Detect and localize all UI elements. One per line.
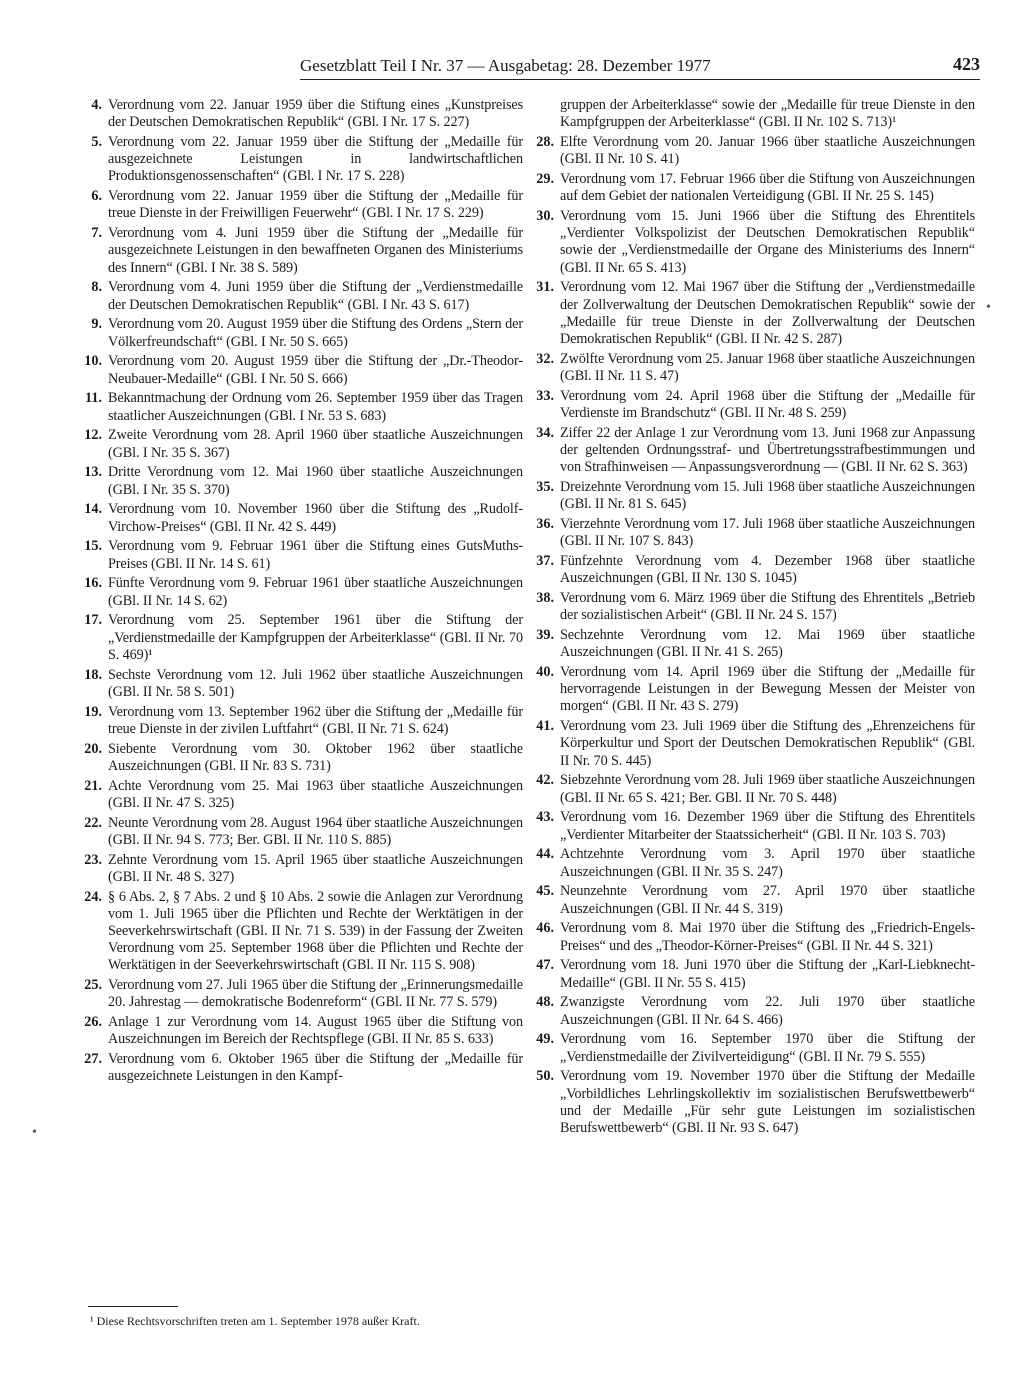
list-item [78,852,523,886]
item-text: Verordnung vom 19. November 1970 über die Stiftung der Medaille „Vorbildliches Lehrlingskollektiv im sozialistischen Berufswettbewerb“ und der Medaille „Für sehr gute Leistungen im sozialistischen Berufswettbewerb“ (GBl. II Nr. 93 S. 647) [560,1068,975,1137]
item-number: 16. [84,575,102,592]
item-text: Elfte Verordnung vom 20. Januar 1966 über staatliche Auszeichnungen (GBl. II Nr. 10 S. 41) [560,134,975,168]
list-item [530,553,975,587]
list-item [530,718,975,770]
right-column [530,97,975,1140]
item-number: 40. [536,664,554,681]
item-text: Verordnung vom 6. März 1969 über die Stiftung des Ehrentitels „Betrieb der sozialistischen Arbeit“ (GBl. II Nr. 24 S. 157) [560,590,975,624]
item-text: Dreizehnte Verordnung vom 15. Juli 1968 über staatliche Auszeichnungen (GBl. II Nr. 81 S. 645) [560,479,975,513]
list-item [78,1051,523,1085]
list-item [530,134,975,168]
item-number: 38. [536,590,554,607]
item-text: Verordnung vom 9. Februar 1961 über die Stiftung eines GutsMuths-Preises (GBl. II Nr. 14 S. 61) [108,538,523,572]
list-item [530,627,975,661]
item-number: 35. [536,479,554,496]
item-number: 48. [536,994,554,1011]
list-item [78,575,523,609]
list-item [78,134,523,186]
list-item [78,188,523,222]
item-text: Verordnung vom 16. Dezember 1969 über die Stiftung des Ehrentitels „Verdienter Mitarbeiter der Staatssicherheit“ (GBl. II Nr. 103 S. 703) [560,809,975,843]
list-item [530,772,975,806]
item-text: Verordnung vom 22. Januar 1959 über die Stiftung eines „Kunstpreises der Deutschen Demokratischen Republik“ (GBl. I Nr. 17 S. 227) [108,97,523,131]
list-item [530,994,975,1028]
item-number: 42. [536,772,554,789]
list-item [78,977,523,1011]
list-item [78,667,523,701]
item-number: 14. [84,501,102,518]
list-item [78,316,523,350]
item-text: Vierzehnte Verordnung vom 17. Juli 1968 über staatliche Auszeichnungen (GBl. II Nr. 107 S. 843) [560,516,975,550]
item-number: 17. [84,612,102,629]
item-text: Verordnung vom 22. Januar 1959 über die Stiftung der „Medaille für treue Dienste in der Freiwilligen Feuerwehr“ (GBl. I Nr. 17 S. 229) [108,188,523,222]
list-item [78,464,523,498]
item-text: Verordnung vom 10. November 1960 über die Stiftung des „Rudolf-Virchow-Preises“ (GBl. II Nr. 42 S. 449) [108,501,523,535]
list-item [530,351,975,385]
item-number: 31. [536,279,554,296]
item-number: 28. [536,134,554,150]
item-text: Verordnung vom 4. Juni 1959 über die Stiftung der „Verdienstmedaille der Deutschen Demokratischen Republik“ (GBl. I Nr. 43 S. 617) [108,279,523,313]
item-number: 6. [91,188,102,205]
item-text: Siebzehnte Verordnung vom 28. Juli 1969 über staatliche Auszeichnungen (GBl. II Nr. 65 S. 421; Ber. GBl. II Nr. 70 S. 448) [560,772,975,806]
item-text: Verordnung vom 4. Juni 1959 über die Stiftung der „Medaille für ausgezeichnete Leistungen in den bewaffneten Organen des Ministeriums des Innern“ (GBl. I Nr. 38 S. 589) [108,225,523,276]
item-number: 41. [536,718,554,735]
continued-entry [530,97,975,131]
item-number: 36. [536,516,554,533]
list-item [530,425,975,477]
list-item [78,501,523,535]
list-item [78,741,523,775]
list-item [78,612,523,664]
item-text: Achte Verordnung vom 25. Mai 1963 über staatliche Auszeichnungen (GBl. II Nr. 47 S. 325) [108,777,523,811]
item-number: 46. [536,920,554,937]
item-number: 15. [84,538,102,555]
list-item [78,538,523,572]
item-number: 24. [84,888,102,905]
item-text: Zehnte Verordnung vom 15. April 1965 über staatliche Auszeichnungen (GBl. II Nr. 48 S. 327) [108,851,523,885]
list-item [530,590,975,624]
item-text: Verordnung vom 25. September 1961 über die Stiftung der „Verdienstmedaille der Kampfgruppen der Arbeiterklasse“ (GBl. II Nr. 70 S. 469)¹ [108,612,523,663]
item-text: Verordnung vom 6. Oktober 1965 über die Stiftung der „Medaille für ausgezeichnete Leistungen in den Kampf- [108,1051,523,1085]
left-column [78,97,523,1088]
item-text: Verordnung vom 23. Juli 1969 über die Stiftung des „Ehrenzeichens für Körperkultur und Sport der Deutschen Demokratischen Republik“ (GBl. II Nr. 70 S. 445) [560,718,975,769]
item-text: Verordnung vom 20. August 1959 über die Stiftung der „Dr.-Theodor-Neubauer-Medaille“ (GBl. I Nr. 50 S. 666) [108,353,523,387]
item-text: Ziffer 22 der Anlage 1 zur Verordnung vom 13. Juni 1968 zur Anpassung der geltenden Ordnungsstraf- und Übertretungsstrafbestimmungen und von Strafhinweisen — Anpassungsverordnung — (GBl. II Nr. 62 S. 363) [560,424,975,476]
list-item [530,920,975,954]
item-number: 7. [91,225,102,242]
item-number: 30. [536,208,554,224]
item-text: Sechzehnte Verordnung vom 12. Mai 1969 über staatliche Auszeichnungen (GBl. II Nr. 41 S. 265) [560,627,975,661]
item-number: 9. [91,316,102,333]
item-number: 26. [84,1014,102,1031]
item-text: Verordnung vom 12. Mai 1967 über die Stiftung der „Verdienstmedaille der Zollverwaltung der Deutschen Demokratischen Republik“ sowie der „Medaille für treue Dienste in der Zollverwaltung der Deutschen Demokratischen Republik“ (GBl. II Nr. 42 S. 287) [560,279,975,348]
list-item [530,1031,975,1065]
list-item [530,664,975,716]
item-number: 25. [84,977,102,994]
item-text: Achtzehnte Verordnung vom 3. April 1970 über staatliche Auszeichnungen (GBl. II Nr. 35 S. 247) [560,846,975,880]
list-item [78,704,523,738]
list-item [530,883,975,917]
list-item [530,516,975,550]
item-text: Verordnung vom 13. September 1962 über die Stiftung der „Medaille für treue Dienste in der zivilen Luftfahrt“ (GBl. II Nr. 71 S. 624) [108,703,523,737]
page-header [300,56,980,80]
item-text: Neunzehnte Verordnung vom 27. April 1970 über staatliche Auszeichnungen (GBl. II Nr. 44 S. 319) [560,883,975,917]
footnote: ¹ Diese Rechtsvorschriften treten am 1. September 1978 außer Kraft. [90,1314,420,1328]
item-text: Sechste Verordnung vom 12. Juli 1962 über staatliche Auszeichnungen (GBl. II Nr. 58 S. 501) [108,666,523,700]
item-number: 27. [84,1051,102,1068]
item-text: Zwanzigste Verordnung vom 22. Juli 1970 über staatliche Auszeichnungen (GBl. II Nr. 64 S. 466) [560,994,975,1028]
list-item [530,208,975,277]
item-number: 19. [84,703,102,720]
list-item [78,1014,523,1048]
header-title: Gesetzblatt Teil I Nr. 37 — Ausgabetag: 28. Dezember 1977 [300,56,711,75]
item-number: 47. [536,957,554,974]
item-number: 12. [84,427,102,444]
item-text: Verordnung vom 15. Juni 1966 über die Stiftung des Ehrentitels „Verdienter Volkspolizist der Deutschen Demokratischen Republik“ sowie der „Verdienstmedaille der Organe des Ministeriums des Innern“ (GBl. II Nr. 65 S. 413) [560,208,975,276]
item-number: 50. [536,1068,554,1085]
list-item [530,846,975,880]
list-item [78,225,523,277]
item-number: 23. [84,851,102,868]
item-number: 32. [536,350,554,367]
item-number: 29. [536,171,554,187]
item-number: 43. [536,809,554,826]
item-number: 22. [84,814,102,831]
item-text: § 6 Abs. 2, § 7 Abs. 2 und § 10 Abs. 2 sowie die Anlagen zur Verordnung vom 1. Juli 1965 über die Pflichten und Rechte der Werktätigen in der Seeverkehrswirtschaft (GBl. II Nr. 71 S. 539) in der Fassung der Zweiten Verordnung vom 25. September 1968 über die Pflichten und Rechte der Werktätigen in der Seeverkehrswirtschaft (GBl. II Nr. 115 S. 908) [108,888,523,974]
item-number: 20. [84,740,102,757]
header-rule [300,79,980,80]
item-number: 13. [84,464,102,481]
item-text: Verordnung vom 27. Juli 1965 über die Stiftung der „Erinnerungsmedaille 20. Jahrestag — demokratische Bodenreform“ (GBl. II Nr. 77 S. 579) [108,977,523,1011]
item-number: 39. [536,627,554,644]
item-text: Verordnung vom 16. September 1970 über die Stiftung der „Verdienstmedaille der Zivilverteidigung“ (GBl. II Nr. 79 S. 555) [560,1031,975,1065]
item-number: 45. [536,883,554,900]
list-item [78,427,523,461]
item-text: Verordnung vom 8. Mai 1970 über die Stiftung des „Friedrich-Engels-Preises“ und des „Theodor-Körner-Preises“ (GBl. II Nr. 44 S. 321) [560,920,975,954]
continued-entry-text: gruppen der Arbeiterklasse“ sowie der „Medaille für treue Dienste in den Kampfgruppen der Arbeiterklasse“ (GBl. II Nr. 102 S. 713)¹ [560,97,975,131]
item-number: 44. [536,846,554,863]
list-item [78,778,523,812]
item-text: Siebente Verordnung vom 30. Oktober 1962 über staatliche Auszeichnungen (GBl. II Nr. 83 S. 731) [108,740,523,774]
item-number: 11. [85,390,102,407]
item-text: Verordnung vom 18. Juni 1970 über die Stiftung der „Karl-Liebknecht-Medaille“ (GBl. II Nr. 55 S. 415) [560,957,975,991]
item-text: Bekanntmachung der Ordnung vom 26. September 1959 über das Tragen staatlicher Auszeichnungen (GBl. I Nr. 53 S. 683) [108,390,523,424]
list-item [78,815,523,849]
item-text: Verordnung vom 17. Februar 1966 über die Stiftung von Auszeichnungen auf dem Gebiet der nationalen Verteidigung (GBl. II Nr. 25 S. 145) [560,171,975,205]
page-number: 423 [953,54,980,74]
list-item [530,479,975,513]
item-number: 18. [84,666,102,683]
list-item [530,957,975,991]
item-number: 4. [91,97,102,113]
list-item [78,390,523,424]
item-number: 37. [536,553,554,570]
item-text: Anlage 1 zur Verordnung vom 14. August 1965 über die Stiftung von Auszeichnungen im Bereich der Rechtspflege (GBl. II Nr. 85 S. 633) [108,1014,523,1048]
footnote-rule [88,1306,178,1307]
item-text: Verordnung vom 22. Januar 1959 über die Stiftung der „Medaille für ausgezeichnete Leistungen in landwirtschaftlichen Produktionsgenossenschaften“ (GBl. I Nr. 17 S. 228) [108,134,523,185]
margin-mark: • [986,300,991,315]
item-text: Zwölfte Verordnung vom 25. Januar 1968 über staatliche Auszeichnungen (GBl. II Nr. 11 S. 47) [560,350,975,385]
list-item [530,1068,975,1137]
item-number: 5. [91,134,102,150]
item-text: Fünfzehnte Verordnung vom 4. Dezember 1968 über staatliche Auszeichnungen (GBl. II Nr. 130 S. 1045) [560,553,975,587]
item-number: 8. [91,279,102,296]
item-text: Verordnung vom 14. April 1969 über die Stiftung der „Medaille für hervorragende Leistungen in der Bewegung Messen der Meister von morgen“ (GBl. II Nr. 43 S. 279) [560,664,975,715]
item-text: Fünfte Verordnung vom 9. Februar 1961 über staatliche Auszeichnungen (GBl. II Nr. 14 S. 62) [108,575,523,609]
item-text: Verordnung vom 24. April 1968 über die Stiftung der „Medaille für Verdienste im Brandschutz“ (GBl. II Nr. 48 S. 259) [560,387,975,422]
item-number: 10. [84,353,102,370]
item-text: Neunte Verordnung vom 28. August 1964 über staatliche Auszeichnungen (GBl. II Nr. 94 S. 773; Ber. GBl. II Nr. 110 S. 885) [108,814,523,848]
item-number: 21. [84,777,102,794]
item-number: 33. [536,387,554,404]
list-item [78,353,523,387]
list-item [530,809,975,843]
list-item [530,388,975,422]
item-text: Verordnung vom 20. August 1959 über die Stiftung des Ordens „Stern der Völkerfreundschaft“ (GBl. I Nr. 50 S. 665) [108,316,523,350]
list-item [78,279,523,313]
list-item [530,171,975,205]
margin-mark: • [32,1125,37,1140]
list-item [78,97,523,131]
list-item [530,279,975,348]
item-text: Zweite Verordnung vom 28. April 1960 über staatliche Auszeichnungen (GBl. I Nr. 35 S. 367) [108,427,523,461]
item-number: 34. [536,424,554,441]
list-item [78,889,523,975]
item-text: Dritte Verordnung vom 12. Mai 1960 über staatliche Auszeichnungen (GBl. I Nr. 35 S. 370) [108,464,523,498]
item-number: 49. [536,1031,554,1048]
